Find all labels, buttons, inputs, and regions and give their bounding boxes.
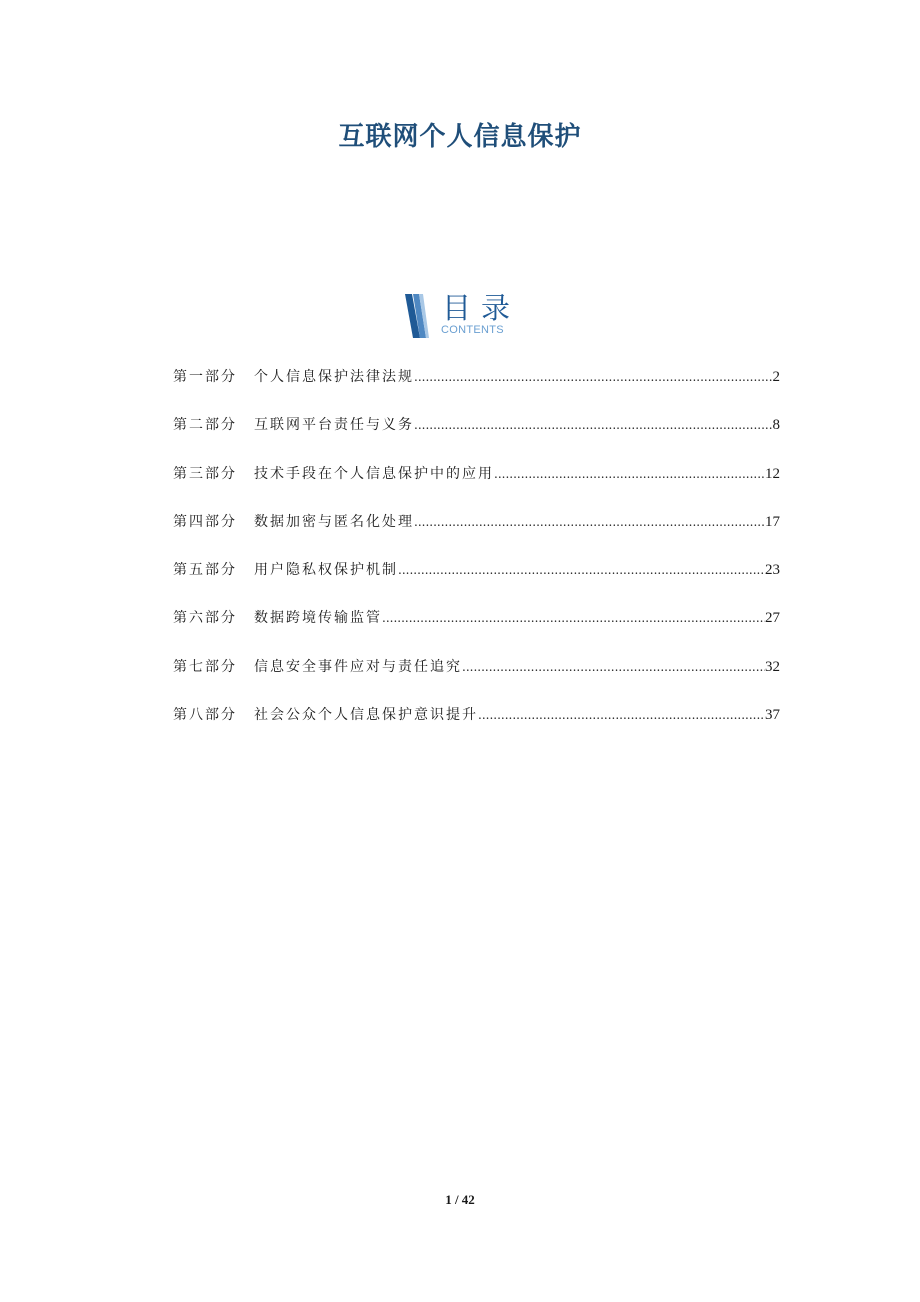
- toc-entry-leader: [414, 415, 773, 435]
- toc-entry-page: 37: [765, 707, 780, 724]
- toc-entry[interactable]: [173, 512, 780, 560]
- toc-entry-part: 第八部分: [173, 707, 237, 724]
- document-title: 互联网个人信息保护: [338, 122, 582, 152]
- toc-entry[interactable]: [173, 657, 780, 705]
- toc-entry-leader: [382, 608, 765, 628]
- toc-entry-page: 2: [772, 369, 780, 385]
- toc-entry-title: 信息安全事件应对与责任追究: [254, 658, 462, 675]
- toc-entry-title: 互联网平台责任与义务: [254, 417, 414, 434]
- toc-entry-title: 技术手段在个人信息保护中的应用: [254, 465, 494, 482]
- toc-entry[interactable]: [173, 560, 780, 608]
- toc-entry-leader: [478, 705, 765, 725]
- toc-entry-leader: [398, 560, 765, 580]
- toc-subtitle: CONTENTS: [441, 324, 504, 336]
- toc-entry-leader: [494, 464, 765, 484]
- toc-entry[interactable]: [173, 464, 780, 512]
- toc-entry-page: 23: [765, 562, 780, 579]
- toc-entry-page: 32: [765, 658, 780, 675]
- toc-heading: [404, 292, 524, 340]
- toc-entry[interactable]: [173, 367, 780, 415]
- toc-entry[interactable]: [173, 705, 780, 753]
- toc-entry[interactable]: [173, 415, 780, 463]
- toc-entry-title: 数据加密与匿名化处理: [254, 513, 414, 530]
- toc-entry-page: 27: [765, 610, 780, 627]
- toc-entry-title: 数据跨境传输监管: [254, 610, 382, 627]
- toc-title: 目录: [442, 291, 521, 325]
- toc-entry-title: 个人信息保护法律法规: [254, 369, 414, 385]
- toc-entry-leader: [414, 512, 765, 532]
- toc-entry-leader: [462, 657, 765, 677]
- toc-list: [173, 367, 780, 753]
- toc-entry-title: 用户隐私权保护机制: [254, 562, 398, 579]
- toc-entry[interactable]: [173, 608, 780, 656]
- toc-entry-title: 社会公众个人信息保护意识提升: [254, 707, 478, 724]
- toc-entry-page: 12: [765, 465, 780, 482]
- toc-entry-part: 第七部分: [173, 658, 237, 675]
- toc-entry-part: 第六部分: [173, 610, 237, 627]
- toc-entry-part: 第五部分: [173, 562, 237, 579]
- toc-entry-page: 17: [765, 513, 780, 530]
- toc-entry-part: 第二部分: [173, 417, 237, 434]
- toc-entry-part: 第三部分: [173, 465, 237, 482]
- contents-logo-icon: [404, 294, 430, 338]
- toc-entry-leader: [414, 367, 773, 387]
- page-number: 1 / 42: [445, 1192, 475, 1207]
- toc-entry-page: 8: [772, 417, 780, 434]
- toc-entry-part: 第一部分: [173, 369, 237, 385]
- toc-entry-part: 第四部分: [173, 513, 237, 530]
